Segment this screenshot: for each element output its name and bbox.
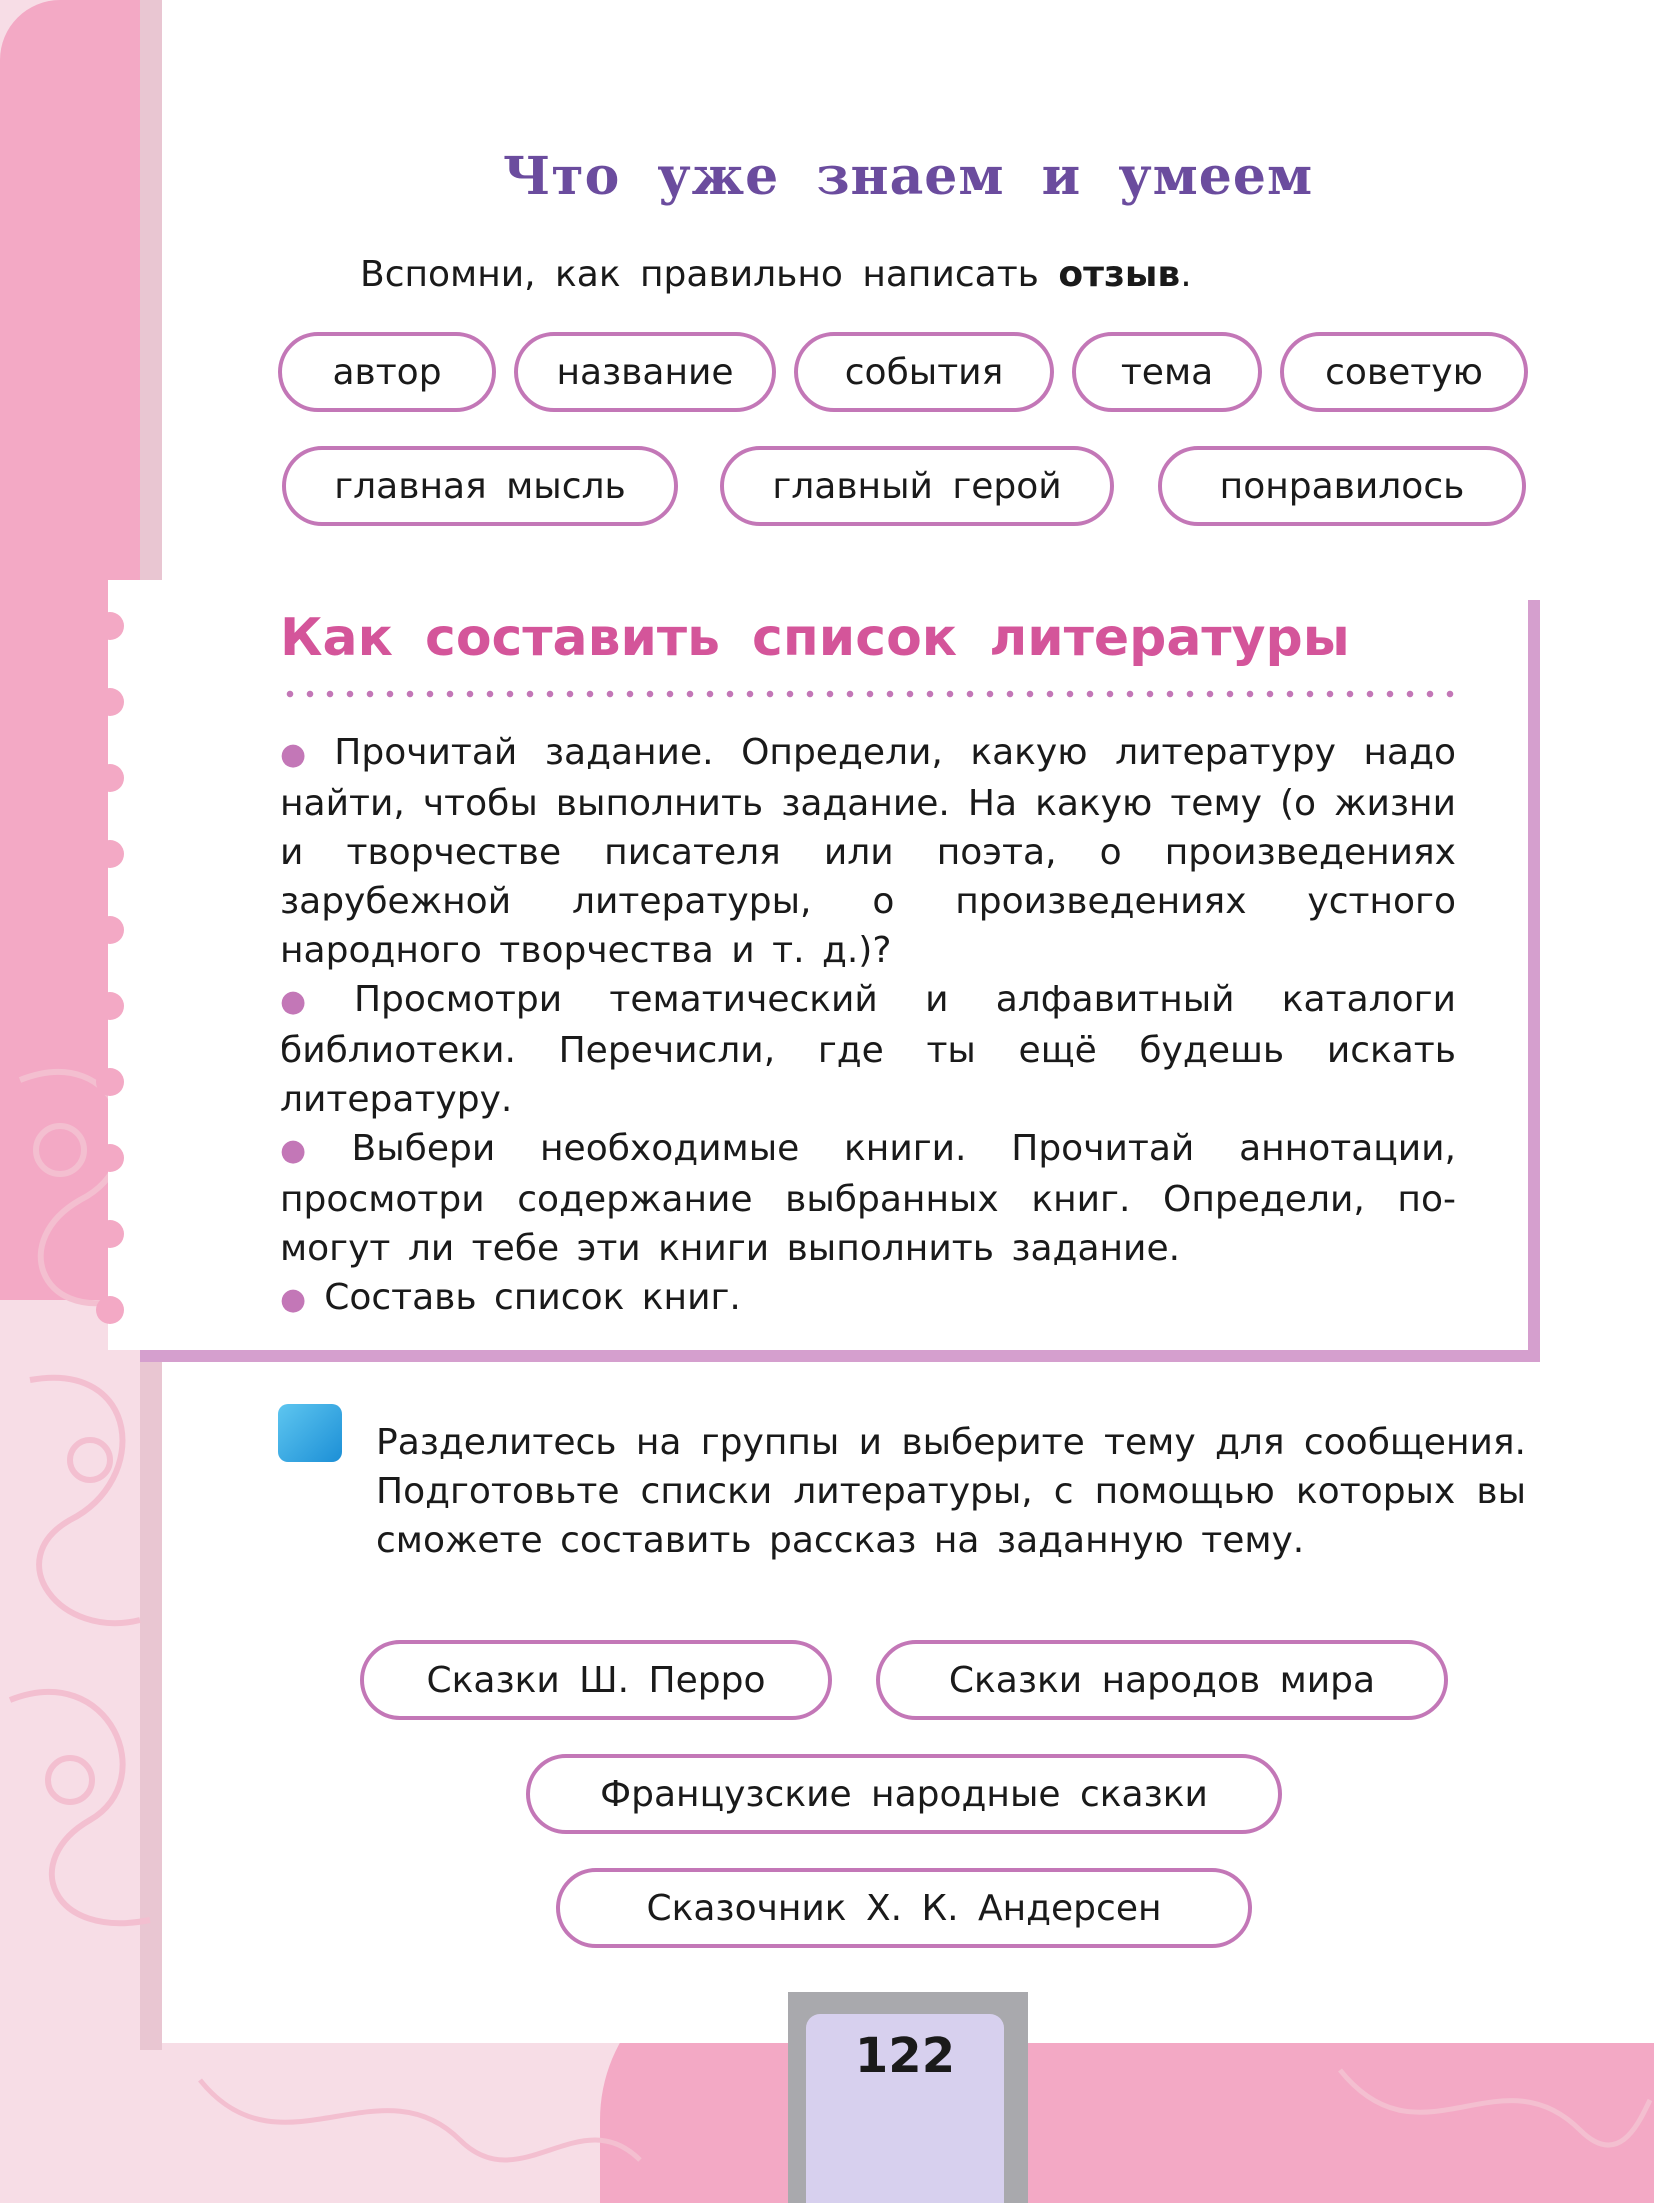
card-bullet <box>280 728 1456 975</box>
chip-recommend: советую <box>1280 332 1528 412</box>
chip-main-idea: главная мысль <box>282 446 678 526</box>
bullet-icon: ● <box>280 1133 334 1168</box>
card-bullet <box>280 975 1456 1124</box>
card-bullet-text: Прочитай задание. Определи, какую литературу надо найти, чтобы выполнить задание. На какую тему (о жизни и творчестве писателя или поэта, о произведениях зарубежной литературы, о произведениях устного народного творчества и т. д.)? <box>280 732 1456 971</box>
card-punch-hole <box>96 916 124 944</box>
card-bullet-text: Просмотри тематический и алфавитный каталоги библиотеки. Перечисли, где ты ещё будешь искать литературу. <box>280 979 1456 1120</box>
card-body <box>280 728 1456 1324</box>
card-punch-hole <box>96 764 124 792</box>
card-bullet <box>280 1273 1456 1324</box>
chip-events: события <box>794 332 1054 412</box>
card-punch-hole <box>96 840 124 868</box>
intro-text-main: Вспомни, как правильно написать <box>360 254 1059 295</box>
card-punch-hole <box>96 688 124 716</box>
card-punch-hole <box>96 1144 124 1172</box>
chip-title: название <box>514 332 776 412</box>
topic-french-tales: Французские народные сказки <box>526 1754 1282 1834</box>
chip-main-hero: главный герой <box>720 446 1114 526</box>
bullet-icon: ● <box>280 1282 307 1317</box>
page-number: 122 <box>806 2014 1004 2203</box>
card-punch-hole <box>96 612 124 640</box>
task-square-icon <box>278 1404 342 1462</box>
intro-text-end: . <box>1180 254 1192 295</box>
intro-text <box>360 254 1192 295</box>
card-bullet-text: Составь список книг. <box>324 1277 741 1318</box>
card-title: Как составить список литературы <box>280 608 1350 668</box>
card-bullet-text: Выбери необходимые книги. Прочитай аннотации, просмотри содержание выбранных книг. Определи, помогут ли тебе эти книги выполнить задание. <box>280 1128 1456 1269</box>
bullet-icon: ● <box>280 737 317 772</box>
topic-andersen: Сказочник Х. К. Андерсен <box>556 1868 1252 1948</box>
card-punch-hole <box>96 1220 124 1248</box>
task-text: Разделитесь на группы и выберите тему для сообщения. Подготовьте списки литературы, с помощью которых вы сможете составить рассказ на заданную тему. <box>376 1422 1526 1561</box>
section-title: Что уже знаем и умеем <box>502 146 1314 207</box>
dotted-divider <box>280 690 1460 698</box>
topic-perrault-tales: Сказки Ш. Перро <box>360 1640 832 1720</box>
card-punch-hole <box>96 992 124 1020</box>
card-punch-hole <box>96 1068 124 1096</box>
bullet-icon: ● <box>280 984 336 1019</box>
topic-world-tales: Сказки народов мира <box>876 1640 1448 1720</box>
card-punch-hole <box>96 1296 124 1324</box>
chip-theme: тема <box>1072 332 1262 412</box>
intro-text-bold: отзыв <box>1058 254 1181 295</box>
chip-author: автор <box>278 332 496 412</box>
chip-liked: понравилось <box>1158 446 1526 526</box>
card-bullet <box>280 1124 1456 1273</box>
